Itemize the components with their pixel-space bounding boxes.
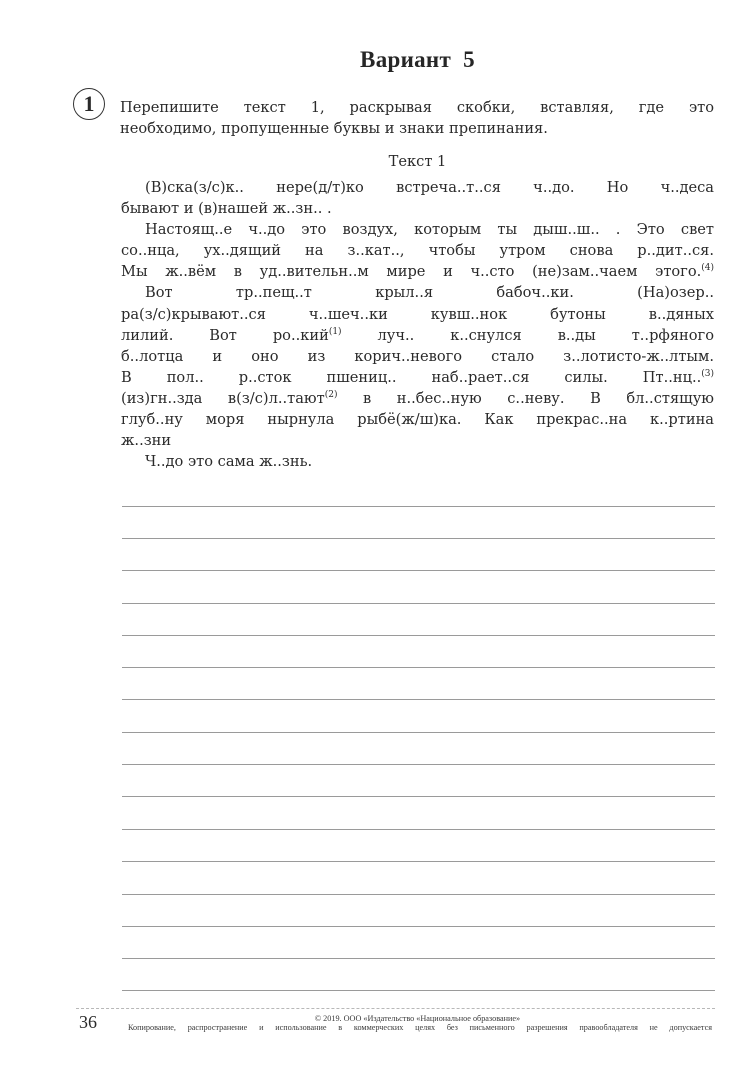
- footer-copyright: © 2019. ООО «Издательство «Национальное образование»: [314, 1014, 521, 1023]
- text-line: [121, 282, 714, 303]
- text-word: тр..пещ..т: [235, 284, 312, 302]
- text-word: крыл..я: [375, 284, 434, 302]
- text-line: Ч..до это сама ж..знь.: [145, 453, 313, 471]
- page-title: Вариант 5: [360, 47, 475, 72]
- text-line: [121, 367, 714, 388]
- writing-line[interactable]: [122, 796, 715, 797]
- task-instruction-line-1: Перепишите текст 1, раскрывая скобки, вставляя, где это: [120, 99, 714, 116]
- writing-line[interactable]: [122, 958, 715, 959]
- text-line: бывают и (в)нашей ж..зн.. .: [121, 200, 332, 218]
- writing-line[interactable]: [122, 506, 715, 507]
- footnote-mark: (1): [328, 326, 342, 337]
- text-line-content: лилий. Вот ро..кий: [121, 326, 329, 344]
- writing-line[interactable]: [122, 926, 715, 927]
- text-line: Настоящ..е ч..до это воздух, которым ты дыш..ш.. . Это свет: [145, 221, 714, 239]
- task-number-circle: [73, 88, 105, 120]
- footnote-mark: (3): [701, 368, 714, 379]
- text-word: (На)озер..: [637, 284, 714, 302]
- writing-line[interactable]: [122, 829, 715, 830]
- writing-line[interactable]: [122, 990, 715, 991]
- writing-line[interactable]: [122, 861, 715, 862]
- footer-notice: Копирование, распространение и использование в коммерческих целях без письменного разрешения правообладателя не допускается: [128, 1023, 712, 1032]
- footnote-mark: (4): [701, 263, 714, 274]
- text-line-content: Мы ж..вём в уд..вительн..м мире и ч..сто (не)зам..чаем этого.: [121, 263, 702, 281]
- text-line: б..лотца и оно из корич..невого стало з..лотисто-ж..лтым.: [121, 347, 714, 365]
- text-word: Вот: [145, 284, 173, 302]
- text-line: со..нца, ух..дящий на з..кат.., чтобы утром снова р..дит..ся.: [121, 242, 714, 260]
- text-body: [121, 177, 714, 472]
- text-line: ра(з/с)крывают..ся ч..шеч..ки кувш..нок бутоны в..дяных: [121, 305, 714, 323]
- page-number: 36: [79, 1012, 97, 1032]
- text-line-content: В пол.. р..сток пшениц.. наб..рает..ся силы. Пт..нц..: [121, 368, 702, 386]
- writing-line[interactable]: [122, 570, 715, 571]
- text-line-content: в н..бес..ную с..неву. В бл..стящую: [337, 389, 715, 407]
- text-line: [121, 388, 714, 409]
- footnote-mark: (2): [324, 389, 338, 400]
- writing-line[interactable]: [122, 635, 715, 636]
- text-line-content: (из)гн..зда в(з/с)л..тают: [121, 389, 325, 407]
- writing-line[interactable]: [122, 538, 715, 539]
- task-instruction-line-2: необходимо, пропущенные буквы и знаки препинания.: [120, 120, 548, 137]
- writing-line[interactable]: [122, 732, 715, 733]
- writing-line[interactable]: [122, 764, 715, 765]
- text-line: глуб..ну моря нырнула рыбё(ж/ш)ка. Как прекрас..на к..ртина: [121, 411, 714, 429]
- task-number: 1: [83, 91, 95, 116]
- writing-line[interactable]: [122, 667, 715, 668]
- text-line-content: луч.. к..снулся в..ды т..рфяного: [341, 326, 714, 344]
- writing-line[interactable]: [122, 699, 715, 700]
- text-line: (В)ска(з/с)к.. нере(д/т)ко встреча..т..ся ч..до. Но ч..деса: [145, 179, 714, 196]
- text-line: [121, 325, 714, 346]
- text-line: ж..зни: [121, 432, 172, 450]
- text-word: бабоч..ки.: [496, 284, 574, 302]
- writing-line[interactable]: [122, 894, 715, 895]
- text-line: [121, 261, 714, 282]
- task-instruction: [120, 97, 714, 139]
- text-heading: Текст 1: [388, 153, 447, 170]
- writing-line[interactable]: [122, 603, 715, 604]
- footer-divider: [76, 1008, 715, 1009]
